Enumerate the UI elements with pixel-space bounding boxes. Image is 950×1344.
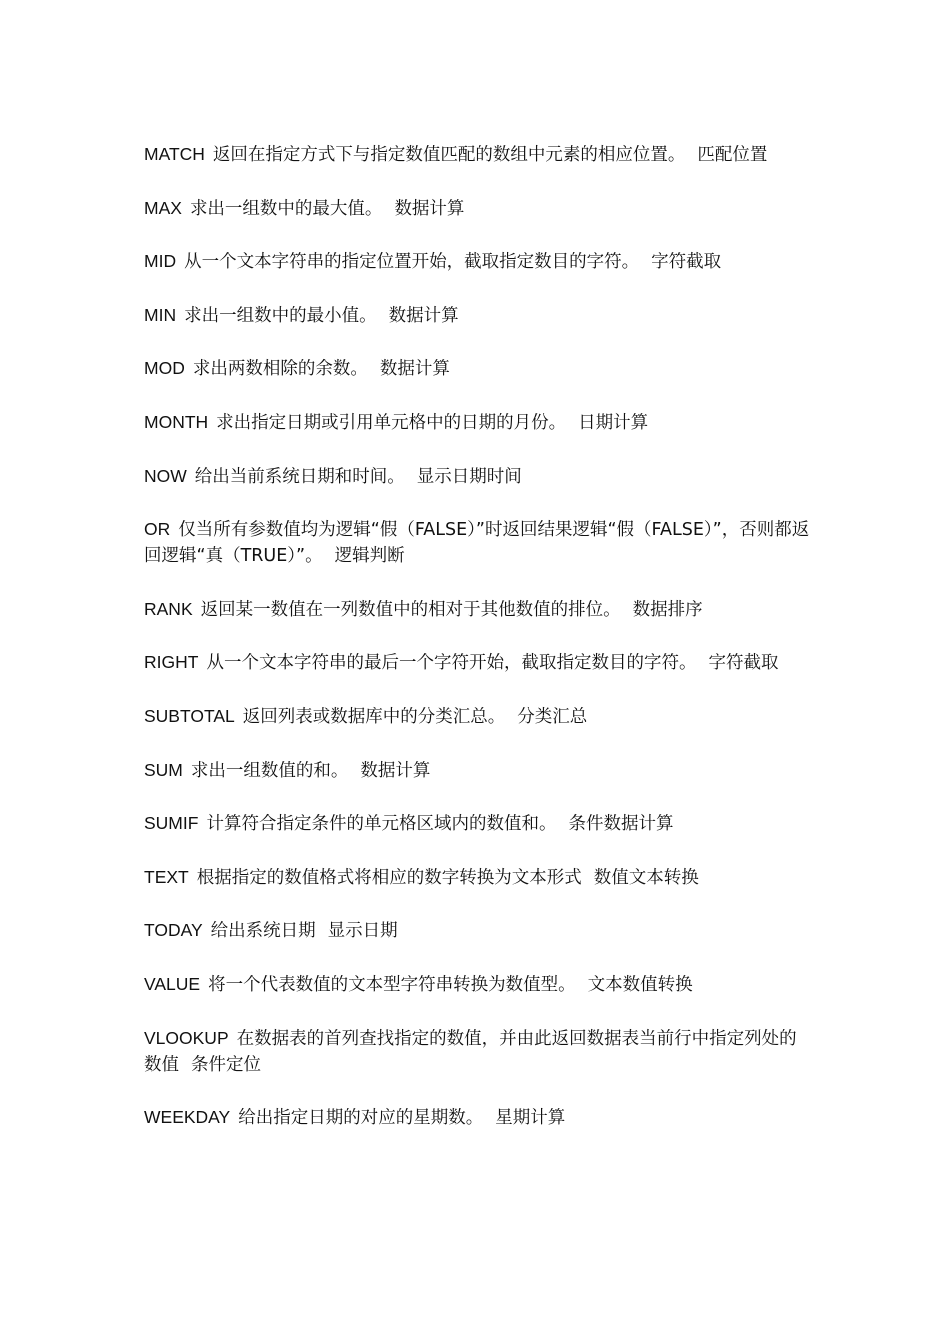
function-description: 给出指定日期的对应的星期数。 [238,1108,484,1129]
function-description: 在数据表的首列查找指定的数值，并由此返回数据表当前行中指定列处的数值 [144,1028,797,1075]
function-category: 数据计算 [388,305,459,326]
list-item [144,917,810,944]
list-item [144,409,810,436]
function-description: 仅当所有参数值均为逻辑“假（FALSE）”时返回结果逻辑“假（FALSE）”，否则都返回逻辑“真（TRUE）”。 [144,520,810,567]
list-item [144,596,810,623]
function-category: 显示日期 [327,921,398,942]
list-item [144,757,810,784]
function-category: 星期计算 [495,1108,566,1129]
function-category: 文本数值转换 [587,974,693,995]
function-category: 数据排序 [632,599,703,620]
function-description: 从一个文本字符串的指定位置开始，截取指定数目的字符。 [184,252,640,273]
function-name: MIN [144,304,177,325]
function-name: NOW [144,465,187,486]
list-item [144,516,810,569]
function-category: 逻辑判断 [334,546,405,567]
function-name: TEXT [144,866,189,887]
function-description: 求出一组数中的最大值。 [189,198,383,219]
function-description: 返回列表或数据库中的分类汇总。 [242,706,506,727]
function-description: 返回在指定方式下与指定数值匹配的数组中元素的相应位置。 [212,145,686,165]
function-name: WEEKDAY [144,1107,231,1128]
function-name: MAX [144,197,182,218]
function-description: 计算符合指定条件的单元格区域内的数值和。 [206,814,557,835]
function-name: VALUE [144,973,201,994]
function-description: 根据指定的数值格式将相应的数字转换为文本形式 [196,867,582,888]
function-description: 求出一组数值的和。 [190,760,349,781]
list-item [144,195,810,222]
function-name: MOD [144,358,185,379]
function-name: SUMIF [144,813,199,834]
function-category: 显示日期时间 [416,466,522,487]
list-item [144,810,810,837]
list-item [144,649,810,676]
function-description: 给出系统日期 [210,921,316,942]
list-item [144,703,810,730]
function-description: 求出指定日期或引用单元格中的日期的月份。 [216,412,567,433]
function-name: SUM [144,759,183,780]
list-item [144,302,810,329]
function-name: TODAY [144,920,203,941]
function-category: 字符截取 [708,653,779,674]
function-name: SUBTOTAL [144,705,235,726]
function-category: 分类汇总 [517,706,588,727]
function-category: 数值文本转换 [593,867,699,888]
function-category: 条件数据计算 [568,814,674,835]
function-name: MATCH [144,144,205,164]
function-description: 返回某一数值在一列数值中的相对于其他数值的排位。 [200,599,621,620]
function-description: 求出一组数中的最小值。 [184,305,377,326]
function-category: 条件定位 [191,1054,261,1075]
list-item [144,864,810,891]
function-description: 从一个文本字符串的最后一个字符开始，截取指定数目的字符。 [206,653,697,674]
function-name: MID [144,251,177,272]
list-item [144,355,810,382]
list-item [144,971,810,998]
function-description: 求出两数相除的余数。 [192,359,368,380]
function-name: OR [144,519,171,540]
function-name: RIGHT [144,652,199,673]
function-list [144,141,810,1131]
function-name: MONTH [144,411,209,432]
list-item [144,248,810,275]
function-description: 将一个代表数值的文本型字符串转换为数值型。 [208,974,576,995]
function-category: 日期计算 [578,412,649,433]
list-item [144,1025,810,1078]
function-category: 匹配位置 [697,145,768,165]
list-item [144,463,810,490]
list-item [144,141,810,168]
function-category: 数据计算 [394,198,465,219]
list-item [144,1104,810,1131]
function-name: VLOOKUP [144,1027,229,1048]
function-description: 给出当前系统日期和时间。 [194,466,405,487]
function-category: 数据计算 [360,760,431,781]
function-category: 字符截取 [651,252,722,273]
function-name: RANK [144,598,193,619]
function-category: 数据计算 [379,359,450,380]
